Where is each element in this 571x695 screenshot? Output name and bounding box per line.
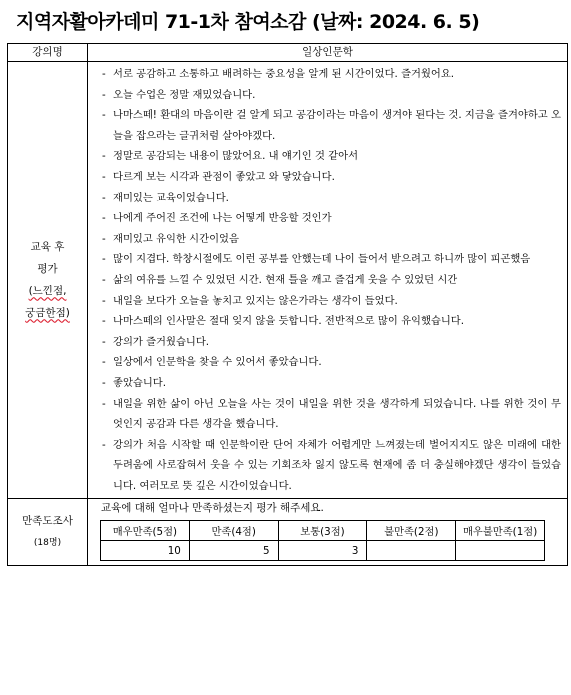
- survey-count: (18명): [33, 538, 62, 549]
- evaluation-label: [8, 62, 88, 499]
- comment-item: - 재미있는 교육이었습니다.: [102, 188, 561, 209]
- satisfaction-value: 10: [101, 541, 190, 561]
- comment-item: - 서로 공감하고 소통하고 배려하는 중요성을 알게 된 시간이었다. 즐거웠어요.: [102, 64, 561, 85]
- document-title: 지역자활아카데미 71-1차 참여소감 (날짜: 2024. 6. 5): [16, 11, 480, 33]
- lecture-name-header: 강의명: [8, 44, 88, 62]
- satisfaction-table: [100, 520, 545, 561]
- evaluation-label-line4: 궁금한점): [25, 307, 70, 320]
- satisfaction-value: [367, 541, 456, 561]
- comment-item: - 많이 지겹다. 학창시절에도 이런 공부를 안했는데 나이 들어서 받으려고 하니까 많이 피곤했음: [102, 249, 561, 270]
- satisfaction-header: 매우만족(5점): [101, 521, 190, 541]
- survey-label-cell: [8, 499, 88, 566]
- evaluation-label-line3: (느낀점,: [28, 285, 67, 298]
- comment-item: - 강의가 처음 시작할 때 인문학이란 단어 자체가 어렵게만 느껴졌는데 벌어지지도 않은 미래에 대한 두려움에 사로잡혀서 웃을 수 있는 기회조차 잃지 않도록 현재에 좀 더 충실해야겠단 생각이 들었습니다. 여러모로 뜻 깊은 시간이었습니다.: [102, 435, 561, 497]
- comment-item: - 나마스떼의 인사말은 절대 잊지 않을 듯합니다. 전반적으로 많이 유익했습니다.: [102, 311, 561, 332]
- comment-item: - 좋았습니다.: [102, 373, 561, 394]
- evaluation-table: [7, 43, 568, 566]
- survey-row: [8, 499, 568, 566]
- comment-item: - 강의가 즐거웠습니다.: [102, 332, 561, 353]
- comment-item: - 정말로 공감되는 내용이 많았어요. 내 얘기인 것 같아서: [102, 146, 561, 167]
- comment-item: - 나마스떼! 환대의 마음이란 걸 알게 되고 공감이라는 마음이 생겨야 된다는 것. 지금을 즐겨야하고 오늘을 잡으라는 글귀처럼 살아야겠다.: [102, 105, 561, 146]
- satisfaction-value: 5: [189, 541, 278, 561]
- satisfaction-header: 매우불만족(1점): [456, 521, 545, 541]
- comments-list: [88, 62, 567, 498]
- evaluation-label-line1: 교육 후: [30, 241, 65, 254]
- satisfaction-values-row: [101, 541, 545, 561]
- comments-cell: [88, 62, 568, 499]
- satisfaction-header-row: [101, 521, 545, 541]
- lecture-name-value: 일상인문학: [88, 44, 568, 62]
- survey-question: 교육에 대해 얼마나 만족하셨는지 평가 해주세요.: [101, 502, 324, 515]
- comment-item: - 나에게 주어진 조건에 나는 어떻게 반응할 것인가: [102, 208, 561, 229]
- comment-item: - 오늘 수업은 정말 재밌었습니다.: [102, 85, 561, 106]
- comment-item: - 다르게 보는 시각과 관점이 좋았고 와 닿았습니다.: [102, 167, 561, 188]
- survey-label: 만족도조사: [22, 515, 73, 528]
- satisfaction-header: 보통(3점): [278, 521, 367, 541]
- comment-item: - 삶의 여유를 느낄 수 있었던 시간. 현재 틀을 깨고 즐겁게 웃을 수 있었던 시간: [102, 270, 561, 291]
- satisfaction-value: 3: [278, 541, 367, 561]
- satisfaction-header: 만족(4점): [189, 521, 278, 541]
- comment-item: - 일상에서 인문학을 찾을 수 있어서 좋았습니다.: [102, 352, 561, 373]
- satisfaction-header: 불만족(2점): [367, 521, 456, 541]
- header-row: [8, 44, 568, 62]
- evaluation-label-line2: 평가: [37, 263, 58, 276]
- evaluation-row: [8, 62, 568, 499]
- satisfaction-value: [456, 541, 545, 561]
- comment-item: - 내일을 보다가 오늘을 놓치고 있지는 않은가라는 생각이 들었다.: [102, 291, 561, 312]
- survey-cell: [88, 499, 568, 566]
- comment-item: - 재미있고 유익한 시간이었음: [102, 229, 561, 250]
- comment-item: - 내일을 위한 삶이 아닌 오늘을 사는 것이 내일을 위한 것을 생각하게 되었습니다. 나를 위한 것이 무엇인지 공감과 다른 생각을 했습니다.: [102, 394, 561, 435]
